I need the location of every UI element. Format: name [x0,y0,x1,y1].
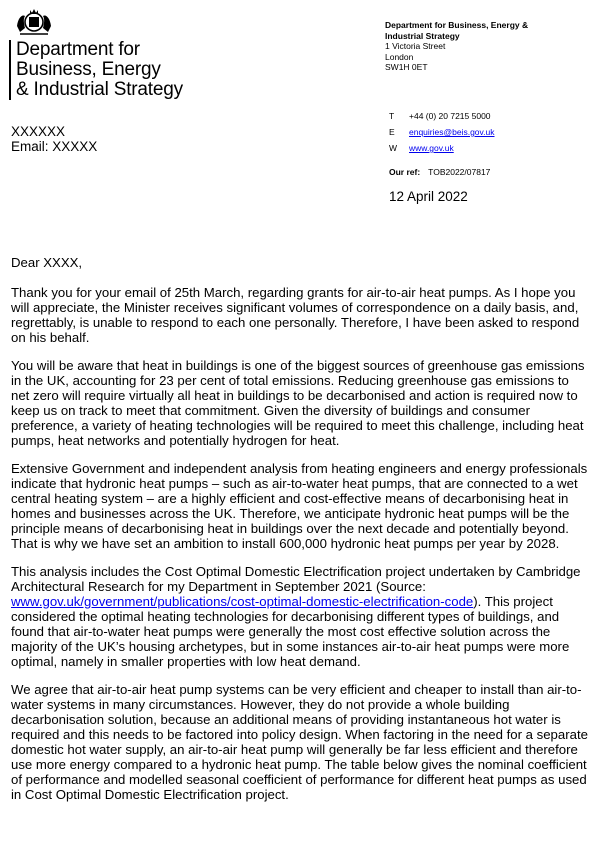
paragraph-5: We agree that air-to-air heat pump systems can be very efficient and cheaper to install than air-to-water systems in many circumstances. However, they do not provide a whole building decarbonisation solution, because an additional means of providing instantaneous hot water is required and this needs to be factored into policy design. When factoring in the need for a separate domestic hot water supply, an air-to-air heat pump will generally be far less efficient and therefore use more energy compared to a hydronic heat pump. The table below gives the nominal coefficient of performance and modelled seasonal coefficient of performance for different heat pumps as used in Cost Optimal Domestic Electrification project. [11,682,588,802]
address-city: London [385,51,414,62]
website-key: W [389,143,398,153]
source-link[interactable]: www.gov.uk/government/publications/cost-optimal-domestic-electrification-code [11,594,474,609]
reference [389,167,490,177]
paragraph-4 [11,564,589,669]
recipient-block [11,124,97,154]
letter-body [11,255,589,815]
email-row [389,127,495,137]
email-link[interactable]: enquiries@beis.gov.uk [409,127,495,137]
paragraph-4-text-b: ). This project considered the optimal heating technologies for decarbonising different types of buildings, and found that air-to-water heat pumps were generally the most cost effective solution across the majority of the UK’s housing archetypes, but in some instances air-to-air heat pumps were more optimal, namely in smaller properties with low heat demand. [11,594,570,669]
telephone-key: T [389,111,395,121]
department-logo-text [16,40,183,100]
paragraph-3: Extensive Government and independent analysis from heating engineers and energy professionals indicate that hydronic heat pumps – such as air-to-water heat pumps, that are connected to a wet central heating system – are a highly efficient and cost-effective means of decarbonising heat in homes and businesses across the UK. Therefore, we anticipate hydronic heat pumps will be the principle means of decarbonising heat in buildings over the next decade and potentially beyond. That is why we have set an ambition to install 600,000 hydronic heat pumps per year by 2028. [11,461,588,551]
recipient-name: XXXXXX [11,124,66,139]
address-name-1: Department for Business, Energy & [385,20,529,30]
website-link[interactable]: www.gov.uk [409,143,454,153]
paragraph-4-text-a: This analysis includes the Cost Optimal Domestic Electrification project undertaken by Cambridge Architectural Research for my Department in September 2021 (Source: [11,564,581,594]
letter-date: 12 April 2022 [389,189,468,204]
logo-rule [9,40,11,100]
org-line-1: Department for [16,39,140,60]
paragraph-1: Thank you for your email of 25th March, regarding grants for air-to-air heat pumps. As I hope you will appreciate, the Minister receives significant volumes of correspondence on a daily basis, and, regrettably, is unable to respond to each one personally. Therefore, I have been asked to respond on his behalf. [11,285,580,345]
address-name-2: Industrial Strategy [385,30,460,41]
salutation: Dear XXXX, [11,255,83,270]
telephone-row [389,111,491,121]
org-line-3: & Industrial Strategy [16,79,183,100]
website-row [389,143,454,153]
address-postcode: SW1H 0ET [385,62,428,72]
email-key: E [389,127,395,137]
telephone-value: +44 (0) 20 7215 5000 [409,111,491,121]
royal-crest-icon [14,6,54,38]
reference-label: Our ref: [389,167,421,177]
sender-address [385,20,528,73]
paragraph-2: You will be aware that heat in buildings is one of the biggest sources of greenhouse gas emissions in the UK, accounting for 23 per cent of total emissions. Reducing greenhouse gas emissions to net zero will require virtually all heat in buildings to be decarbonised and action is required now to keep us on track to meet that commitment. Given the diversity of buildings and consumer preference, a variety of heating technologies will be required to meet this challenge, including heat pumps, heat networks and potentially hydrogen for heat. [11,358,585,448]
recipient-email: Email: XXXXX [11,139,98,154]
org-line-2: Business, Energy [16,59,161,80]
reference-value: TOB2022/07817 [428,167,491,177]
address-street: 1 Victoria Street [385,41,446,51]
